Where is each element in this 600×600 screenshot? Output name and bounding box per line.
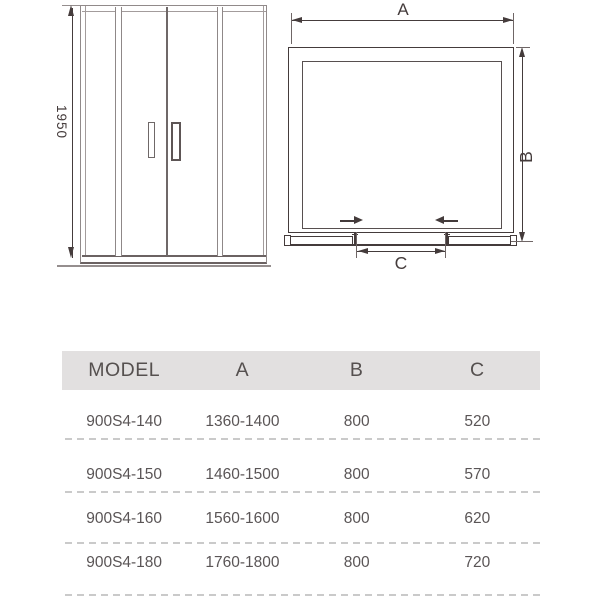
height-dimension-label: 1950 xyxy=(54,105,69,140)
cell-c: 570 xyxy=(464,465,491,483)
cell-b: 800 xyxy=(343,413,370,430)
cell-a: 1460-1500 xyxy=(205,465,280,483)
row-separator xyxy=(65,542,543,544)
cell-c: 620 xyxy=(464,509,491,527)
dimension-a-extension-right xyxy=(513,13,514,44)
dimension-b-label: B xyxy=(515,151,536,163)
top-rail-inner-line xyxy=(82,11,266,12)
panel-center-meeting-line xyxy=(166,7,168,256)
cell-c: 720 xyxy=(464,553,491,571)
door-handle-left xyxy=(148,122,156,159)
panel-divider-right xyxy=(217,7,224,256)
row-separator xyxy=(65,594,543,596)
cell-model: 900S4-160 xyxy=(86,509,163,527)
dimension-a-arrow-right-icon xyxy=(503,17,513,23)
cell-a: 1560-1600 xyxy=(205,509,280,527)
dimension-c-extension-left xyxy=(356,232,357,258)
dimension-b-extension-top xyxy=(516,47,530,48)
panel-divider-left xyxy=(115,7,122,256)
slide-direction-arrow-right xyxy=(443,220,458,223)
spec-table-header-row xyxy=(62,351,540,390)
table-row xyxy=(62,502,540,536)
header-model: MODEL xyxy=(88,358,161,381)
header-a: A xyxy=(235,358,250,381)
height-dimension-line xyxy=(72,8,73,258)
bottom-rail-inner-line xyxy=(82,255,266,257)
dimension-b-extension-bottom xyxy=(511,241,533,242)
dimension-c-arrow-right-icon xyxy=(435,248,445,254)
slide-direction-arrowhead-right-icon xyxy=(354,216,363,224)
door-handle-right xyxy=(171,122,181,161)
wall-profile-right xyxy=(510,235,517,246)
table-row xyxy=(62,458,540,492)
dimension-c-extension-right xyxy=(445,232,446,258)
dimension-a-arrow-left-icon xyxy=(292,17,302,23)
right-profile-inner-line xyxy=(263,6,264,257)
cell-a: 1760-1800 xyxy=(205,553,280,571)
header-c: C xyxy=(470,358,485,381)
cell-a: 1360-1400 xyxy=(205,413,280,430)
cell-model: 900S4-150 xyxy=(86,465,163,483)
dimension-a-extension-left xyxy=(291,13,292,44)
dimension-b-arrow-up-icon xyxy=(519,47,525,57)
height-dimension-arrow-down-icon xyxy=(68,247,74,258)
enclosure-inner-outline xyxy=(302,61,502,229)
table-row xyxy=(62,405,540,439)
dimension-c-line xyxy=(357,251,445,252)
cell-model: 900S4-180 xyxy=(86,553,163,571)
sliding-panel-right xyxy=(448,236,514,245)
wall-profile-left xyxy=(284,235,291,246)
header-b: B xyxy=(349,358,364,381)
cell-model: 900S4-140 xyxy=(86,413,163,430)
row-separator xyxy=(65,438,543,440)
cell-b: 800 xyxy=(343,465,370,483)
dimension-c-label: C xyxy=(394,253,408,273)
sliding-panel-left xyxy=(287,236,353,245)
left-profile-inner-line xyxy=(85,6,86,257)
cell-c: 520 xyxy=(464,413,491,430)
slide-direction-arrow-left xyxy=(340,220,355,223)
height-dimension-arrow-up-icon xyxy=(68,5,74,16)
dimension-a-line xyxy=(292,20,513,21)
cell-b: 800 xyxy=(343,509,370,527)
table-row xyxy=(62,546,540,580)
dimension-a-label: A xyxy=(397,0,409,19)
row-separator xyxy=(65,491,543,493)
dimension-b-line xyxy=(522,51,523,237)
floor-line xyxy=(57,265,271,267)
dimension-c-arrow-left-icon xyxy=(358,248,368,254)
slide-direction-arrowhead-left-icon xyxy=(435,216,444,224)
cell-b: 800 xyxy=(343,553,370,571)
